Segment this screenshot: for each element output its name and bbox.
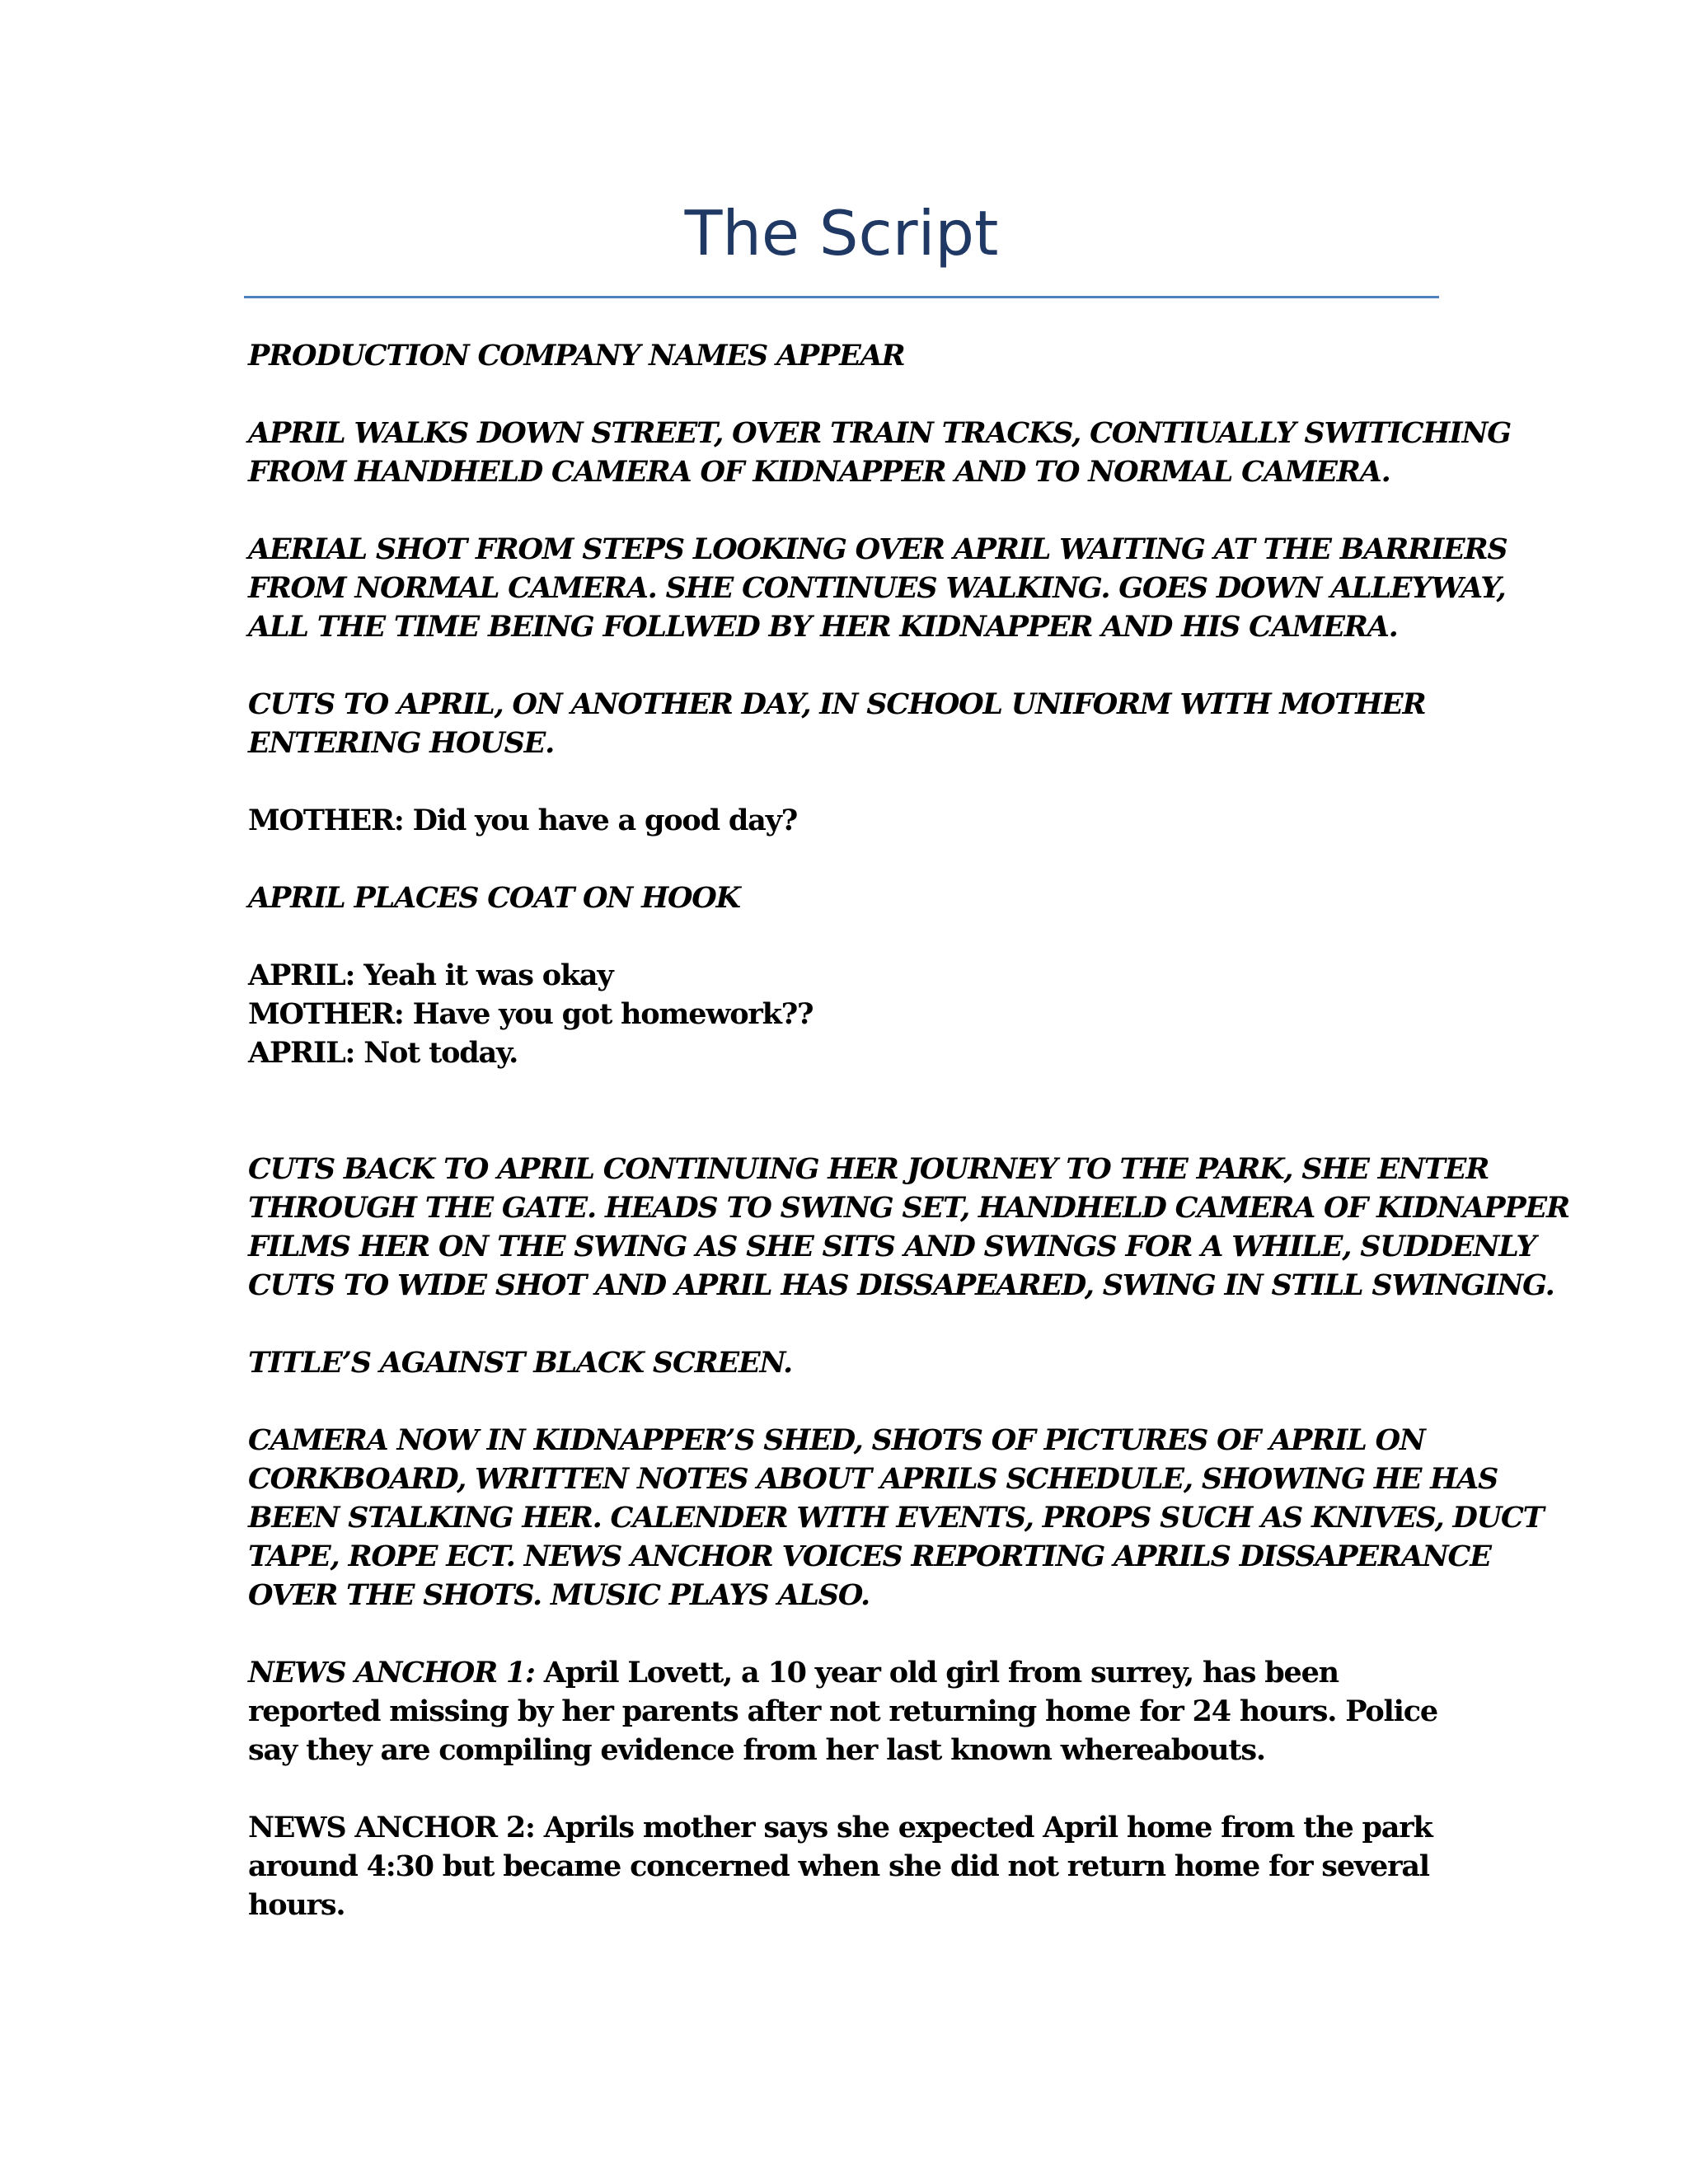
text-line: MOTHER: Did you have a good day? [248,804,798,837]
stage-direction [248,530,1507,646]
text-line: APRIL: Yeah it was okay [248,958,613,992]
dialogue-text: April Lovett, a 10 year old girl from surrey, has been [534,1656,1339,1690]
text-line: APRIL: Not today. [248,1036,518,1070]
dialogue [248,1808,1451,1924]
text-line: APRIL PLACES COAT ON HOOK [248,881,740,915]
stage-direction [248,1150,1569,1305]
text-line: reported missing by her parents after not returning home for 24 hours. Police [248,1694,1437,1728]
title-underline [244,296,1439,298]
text-line: BEEN STALKING HER. CALENDER WITH EVENTS, PROPS SUCH AS KNIVES, DUCT [248,1501,1544,1535]
stage-direction [248,414,1511,491]
text-line: hours. [248,1888,345,1922]
document-title: The Script [684,197,999,269]
text-line [248,1653,1451,1692]
text-line: TAPE, ROPE ECT. NEWS ANCHOR VOICES REPORTING APRILS DISSAPERANCE [248,1540,1491,1573]
stage-direction [248,879,1451,917]
text-line: PRODUCTION COMPANY NAMES APPEAR [248,339,905,373]
stage-direction [248,1421,1544,1615]
text-line: NEWS ANCHOR 2: Aprils mother says she expected April home from the park [248,1811,1432,1844]
text-line: FROM HANDHELD CAMERA OF KIDNAPPER AND TO NORMAL CAMERA. [248,455,1390,489]
stage-direction [248,685,1451,762]
text-line: CAMERA NOW IN KIDNAPPER’S SHED, SHOTS OF PICTURES OF APRIL ON [248,1423,1425,1457]
text-line: say they are compiling evidence from her last known whereabouts. [248,1733,1265,1767]
dialogue [248,956,1451,1072]
dialogue [248,801,1451,840]
stage-direction [248,336,1451,375]
dialogue [248,1653,1451,1769]
script-body [248,336,1569,1924]
text-line: FROM NORMAL CAMERA. SHE CONTINUES WALKING. GOES DOWN ALLEYWAY, [248,571,1506,605]
text-line: MOTHER: Have you got homework?? [248,997,814,1031]
text-line: CORKBOARD, WRITTEN NOTES ABOUT APRILS SCHEDULE, SHOWING HE HAS [248,1462,1498,1496]
text-line: TITLE’S AGAINST BLACK SCREEN. [248,1346,792,1380]
text-line: CUTS TO WIDE SHOT AND APRIL HAS DISSAPEARED, SWING IN STILL SWINGING. [248,1268,1554,1302]
text-line: ENTERING HOUSE. [248,726,555,760]
speaker-name: NEWS ANCHOR 1: [248,1656,535,1690]
text-line: APRIL WALKS DOWN STREET, OVER TRAIN TRACKS, CONTIUALLY SWITICHING [248,416,1511,450]
stage-direction [248,1343,1451,1382]
text-line: OVER THE SHOTS. MUSIC PLAYS ALSO. [248,1578,870,1612]
text-line: CUTS TO APRIL, ON ANOTHER DAY, IN SCHOOL UNIFORM WITH MOTHER [248,687,1426,721]
text-line: FILMS HER ON THE SWING AS SHE SITS AND SWINGS FOR A WHILE, SUDDENLY [248,1230,1536,1263]
text-line: AERIAL SHOT FROM STEPS LOOKING OVER APRIL WAITING AT THE BARRIERS [248,532,1507,566]
text-line: CUTS BACK TO APRIL CONTINUING HER JOURNEY TO THE PARK, SHE ENTER [248,1152,1489,1186]
text-line: ALL THE TIME BEING FOLLWED BY HER KIDNAPPER AND HIS CAMERA. [248,610,1398,644]
text-line: around 4:30 but became concerned when she did not return home for several [248,1849,1429,1883]
text-line: THROUGH THE GATE. HEADS TO SWING SET, HANDHELD CAMERA OF KIDNAPPER [248,1191,1569,1225]
